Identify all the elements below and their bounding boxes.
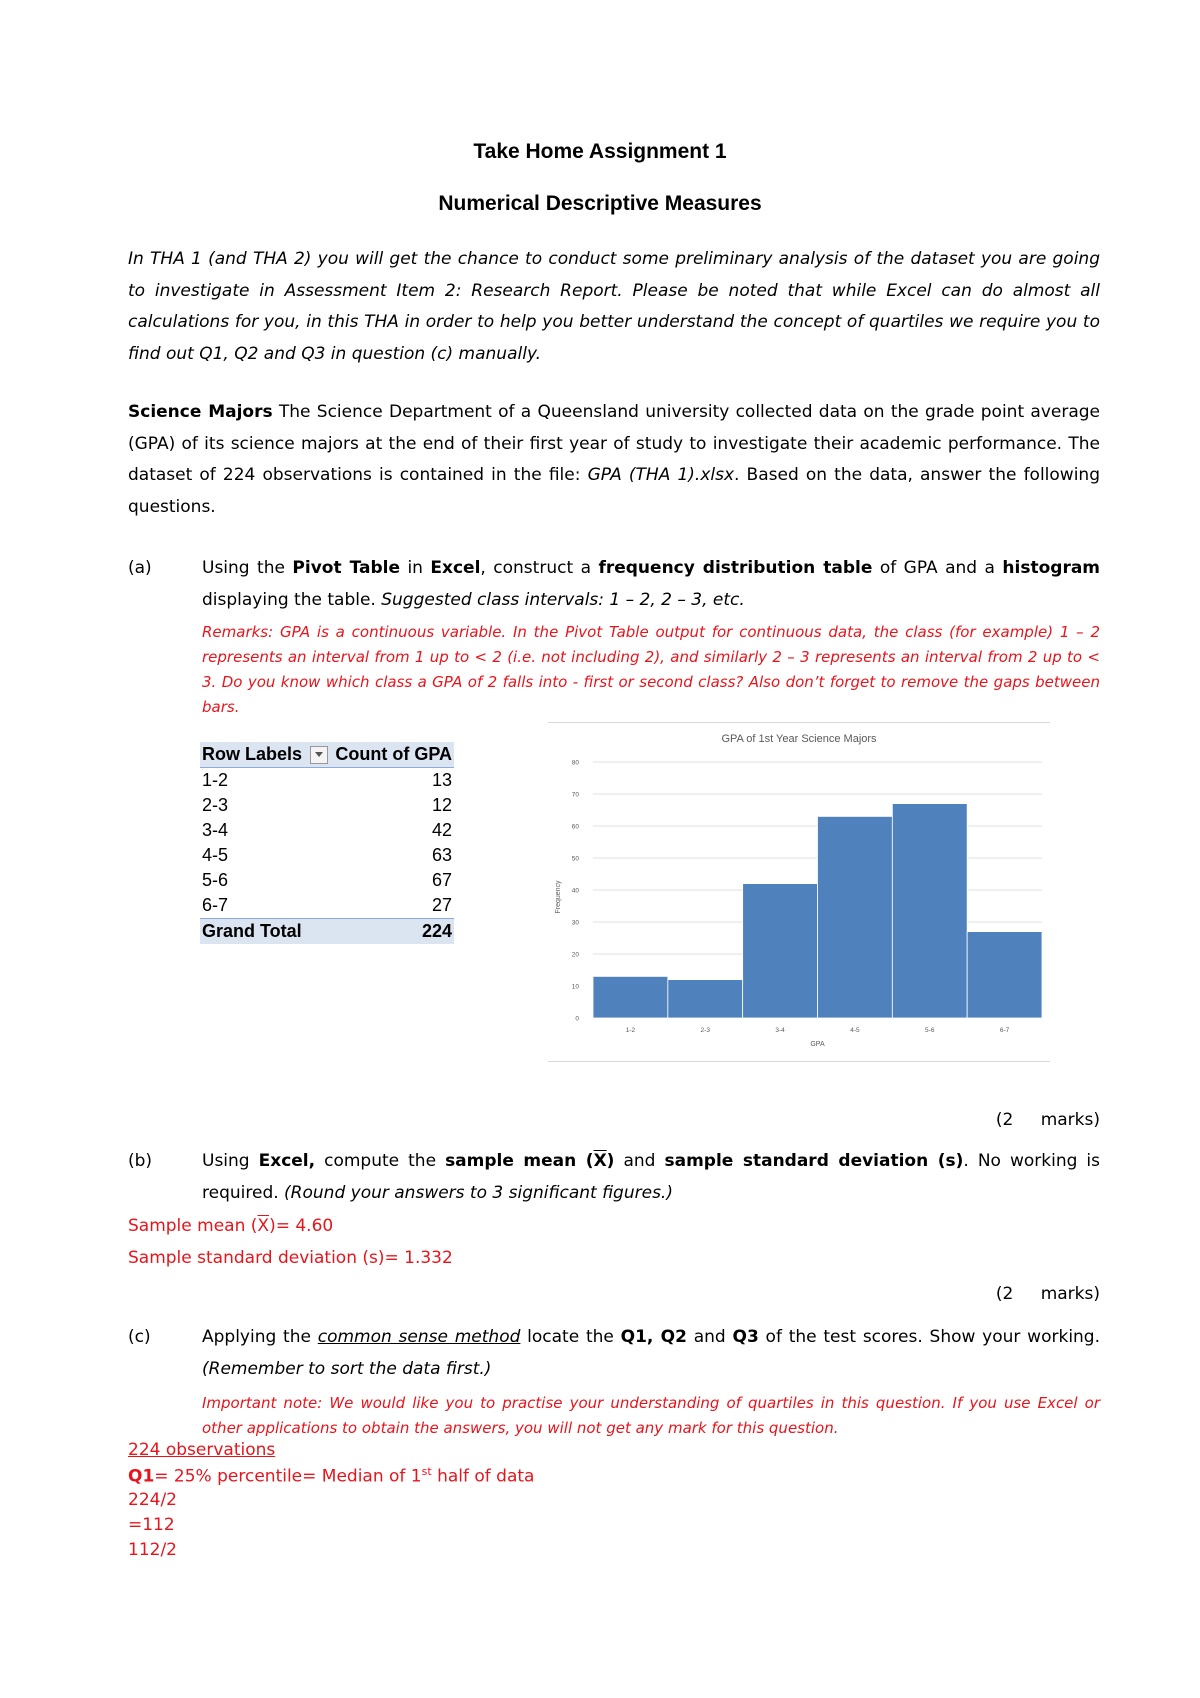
answer-mean-text: Sample mean (	[128, 1216, 258, 1236]
question-b-text	[202, 1146, 1100, 1209]
pivot-row-label: 3-4	[202, 820, 229, 840]
xbar-symbol: $\overline{X}$	[593, 1151, 607, 1171]
qa-text: , construct a	[480, 558, 599, 578]
pivot-col1-text: Row Labels	[202, 744, 303, 764]
pivot-col-row-labels	[200, 742, 332, 768]
qa-bold: Excel	[430, 558, 481, 578]
pivot-row	[200, 793, 454, 818]
histogram-bar-3-4	[743, 884, 818, 1018]
qb-text: Using	[202, 1151, 259, 1171]
pivot-row-label: 6-7	[202, 895, 229, 915]
x-tick-label: 3-4	[775, 1027, 785, 1034]
scenario-text-2: . Based on the data, answer the following questions.	[128, 465, 1100, 517]
pivot-row	[200, 843, 454, 868]
qa-text: of GPA and a	[872, 558, 1003, 578]
y-tick-label: 30	[571, 919, 579, 927]
working-line-2	[128, 1465, 534, 1487]
y-tick-label: 50	[571, 855, 579, 863]
x-tick-label: 4-5	[850, 1027, 860, 1034]
qa-italic: Suggested class intervals: 1 – 2, 2 – 3, etc.	[381, 589, 745, 610]
pivot-row	[200, 868, 454, 893]
pivot-row-label: 1-2	[202, 770, 229, 790]
pivot-row-count: 67	[431, 870, 452, 890]
pivot-row-count: 13	[431, 770, 452, 790]
qc-text: and	[686, 1327, 733, 1347]
pivot-row-count: 12	[431, 795, 452, 815]
working-q1-text: = 25% percentile= Median of 1	[154, 1466, 422, 1487]
qb-italic: (Round your answers to 3 significant figures.)	[284, 1182, 673, 1203]
page-title: Take Home Assignment 1	[473, 140, 727, 163]
working-line-3: 224/2	[128, 1490, 177, 1510]
y-tick-label: 60	[571, 823, 579, 831]
working-line-1: 224 observations	[128, 1440, 276, 1460]
histogram-svg	[548, 722, 1050, 1062]
chart-title: GPA of 1st Year Science Majors	[721, 733, 877, 745]
pivot-row-count: 63	[431, 845, 452, 865]
y-tick-label: 20	[571, 951, 579, 959]
qb-bold: Excel,	[258, 1151, 316, 1171]
chart-x-axis-label: GPA	[810, 1041, 825, 1048]
qb-bold	[445, 1151, 614, 1171]
question-a-marks: (2 marks)	[995, 1110, 1100, 1130]
qa-bold: histogram	[1002, 558, 1101, 578]
question-b-marks: (2 marks)	[995, 1284, 1100, 1304]
x-tick-label: 1-2	[625, 1027, 636, 1034]
qc-bold: Q1, Q2	[620, 1327, 687, 1347]
pivot-total-label: Grand Total	[200, 919, 332, 945]
working-superscript: st	[421, 1465, 432, 1478]
pivot-header-row	[200, 742, 454, 768]
histogram-bar-1-2	[593, 976, 668, 1018]
scenario-text-1: The Science Department of a Queensland university collected data on the grade point average (GPA) of its science majors at the end of their first year of study to investigate their academic performance. The dataset of 224 observations is contained in the file:	[128, 402, 1100, 485]
x-tick-label: 2-3	[700, 1027, 710, 1034]
chart-y-axis-label: Frequency	[555, 880, 562, 914]
qb-text: . No working is required.	[202, 1151, 1100, 1203]
question-a-label: (a)	[128, 558, 152, 578]
question-c-note: Important note: We would like you to practise your understanding of quartiles in this question. If you use Excel or other applications to obtain the answers, you will not get any mark for this question.	[202, 1394, 1100, 1437]
histogram-bar-2-3	[668, 980, 743, 1018]
pivot-row-label: 2-3	[202, 795, 229, 815]
qb-text: compute the	[315, 1151, 446, 1171]
pivot-row	[200, 893, 454, 919]
page-subtitle: Numerical Descriptive Measures	[438, 192, 762, 215]
y-tick-label: 40	[571, 887, 579, 895]
y-tick-label: 0	[575, 1015, 579, 1023]
pivot-row-count: 42	[431, 820, 452, 840]
pivot-row-count: 27	[431, 895, 452, 915]
scenario-heading: Science Majors	[128, 402, 273, 422]
qc-text: Applying the	[202, 1327, 318, 1347]
qa-bold: frequency distribution table	[598, 558, 873, 578]
answer-sample-mean	[128, 1216, 333, 1236]
question-c-text	[202, 1322, 1100, 1385]
qa-text: Using the	[202, 558, 293, 578]
question-c-label: (c)	[128, 1327, 151, 1347]
intro-paragraph: In THA 1 (and THA 2) you will get the chance to conduct some preliminary analysis of the dataset you are going to investigate in Assessment Item 2: Research Report. Please be noted that while Excel can do almost all calculations for you, in this THA in order to help you better understand the concept of quartiles we require you to find out Q1, Q2 and Q3 in question (c) manually.	[128, 249, 1100, 364]
qa-text: in	[399, 558, 431, 578]
answer-sample-sd: Sample standard deviation (s)= 1.332	[128, 1248, 453, 1268]
answer-xbar-symbol: $\overline{X}$	[257, 1216, 270, 1236]
y-tick-label: 80	[571, 759, 579, 767]
pivot-total-count: 224	[332, 919, 454, 945]
filter-dropdown-icon[interactable]	[310, 746, 328, 764]
qc-underlined: common sense method	[317, 1327, 521, 1347]
qc-text: locate the	[520, 1327, 621, 1347]
scenario-file: GPA (THA 1).xlsx	[587, 465, 735, 485]
chart-x-ticks	[626, 1027, 1010, 1034]
histogram-bar-5-6	[892, 804, 967, 1018]
pivot-row	[200, 818, 454, 843]
qc-italic: (Remember to sort the data first.)	[202, 1358, 492, 1379]
working-q1-label: Q1	[128, 1466, 155, 1487]
qb-bold-text: )	[606, 1151, 615, 1171]
question-a-text	[202, 553, 1100, 616]
question-a-remarks: Remarks: GPA is a continuous variable. In the Pivot Table output for continuous data, the class (for example) 1 – 2 represents an interval from 1 up to < 2 (i.e. not including 2), and similarly 2 – 3 represents an interval from 2 up to < 3. Do you know which class a GPA of 2 falls into - first or second class? Also don’t forget to remove the gaps between bars.	[202, 623, 1100, 716]
histogram-chart	[548, 722, 1050, 1062]
scenario-paragraph	[128, 397, 1100, 523]
qa-text: displaying the table.	[202, 589, 382, 610]
qa-bold: Pivot Table	[292, 558, 400, 578]
pivot-col-count: Count of GPA	[332, 742, 454, 768]
histogram-bar-6-7	[967, 932, 1042, 1018]
x-tick-label: 6-7	[999, 1027, 1010, 1034]
qc-bold: Q3	[732, 1327, 759, 1347]
qc-text: of the test scores. Show your working.	[758, 1327, 1101, 1347]
qb-bold: sample standard deviation (s)	[664, 1151, 964, 1171]
chart-bars	[593, 804, 1042, 1018]
working-line-5: 112/2	[128, 1540, 177, 1560]
pivot-table	[200, 742, 454, 944]
working-q1-text-end: half of data	[431, 1466, 535, 1487]
pivot-row	[200, 768, 454, 794]
x-tick-label: 5-6	[925, 1027, 935, 1034]
pivot-total-row	[200, 919, 454, 945]
y-tick-label: 70	[571, 791, 579, 799]
working-line-4: =112	[128, 1515, 175, 1535]
pivot-row-label: 5-6	[202, 870, 229, 890]
pivot-row-label: 4-5	[202, 845, 229, 865]
answer-mean-value: )= 4.60	[269, 1216, 334, 1236]
question-b-label: (b)	[128, 1151, 153, 1171]
chart-y-ticks	[572, 760, 580, 1023]
qb-text: and	[614, 1151, 665, 1171]
histogram-bar-4-5	[818, 816, 893, 1018]
qb-bold-text: sample mean (	[445, 1151, 594, 1171]
y-tick-label: 10	[571, 983, 579, 991]
